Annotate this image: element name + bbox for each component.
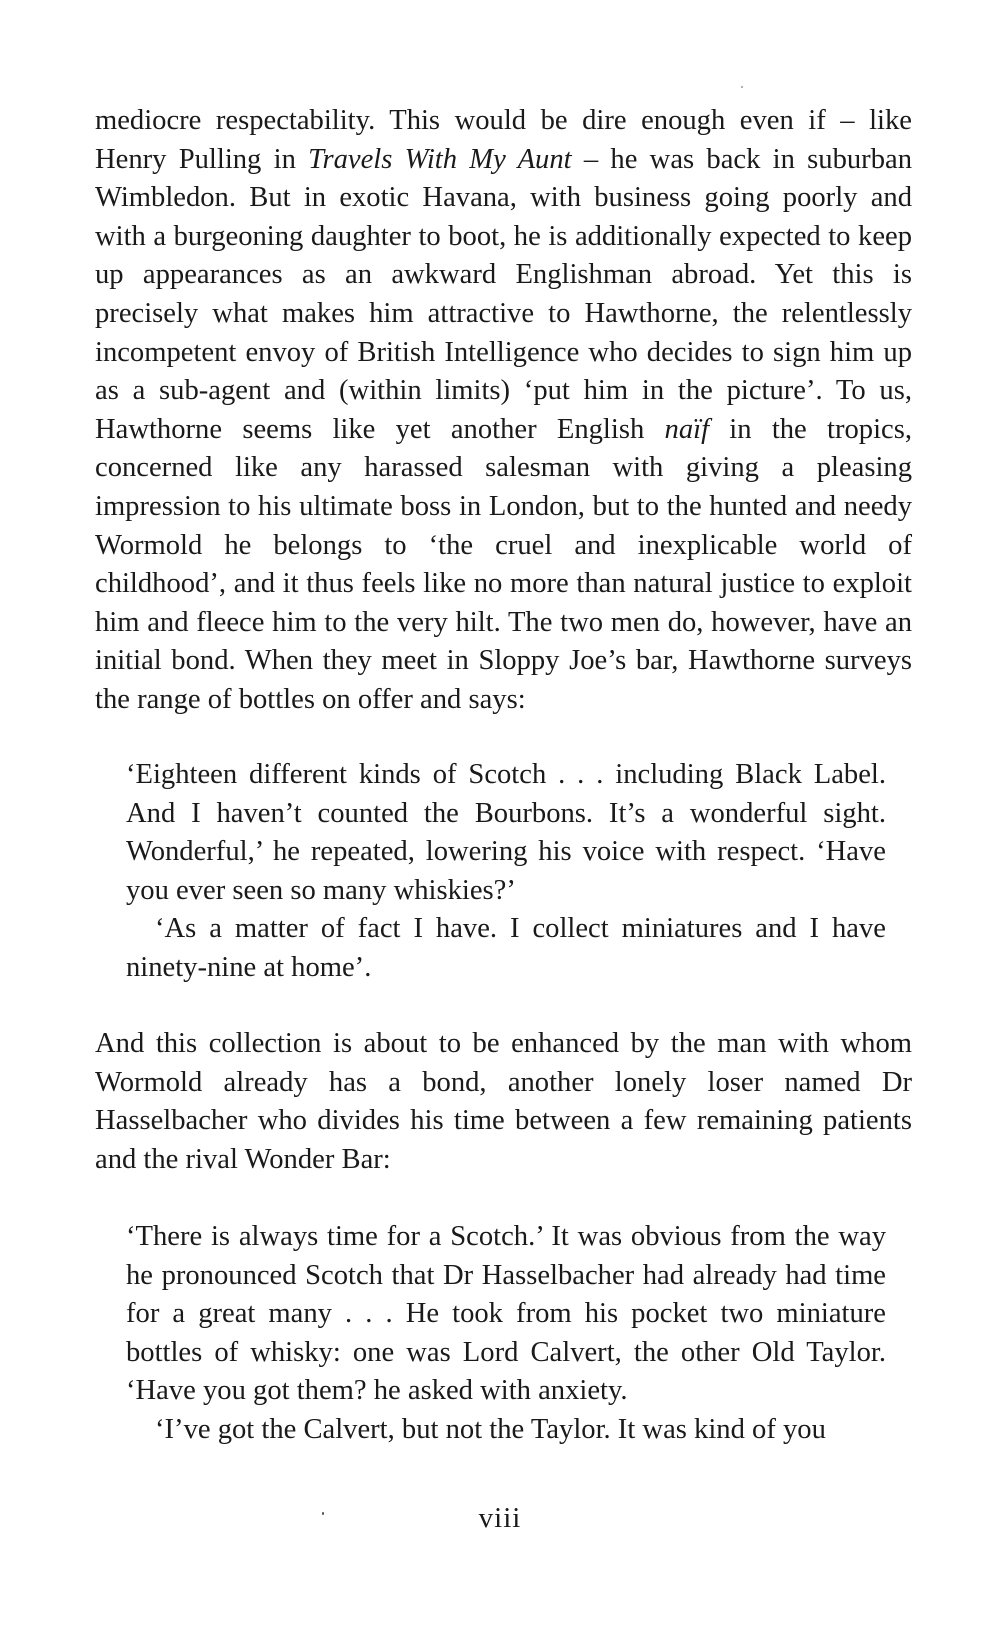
block-quote [126, 1218, 886, 1450]
paragraph-text: mediocre respectability. This would be dire enough even if – like Henry Pulling in [95, 105, 912, 175]
quote-paragraph: ‘As a matter of fact I have. I collect miniatures and I have ninety-nine at home’. [126, 913, 886, 983]
quote-paragraph: ‘I’ve got the Calvert, but not the Taylor. It was kind of you [155, 1413, 826, 1445]
page-number: viii [478, 1502, 522, 1534]
quote-paragraph: ‘There is always time for a Scotch.’ It was obvious from the way he pronounced Scotch that Dr Hasselbacher had already had time for a great many . . . He took from his pocket two miniature bottles of whisky: one was Lord Calvert, the other Old Taylor. ‘Have you got them? he asked with anxiety. [126, 1221, 886, 1407]
quote-paragraph: ‘Eighteen different kinds of Scotch . . . including Black Label. And I haven’t counted the Bourbons. It’s a wonderful sight. Wonderful,’ he repeated, lowering his voice with respect. ‘Have you ever seen so many whiskies?’ [126, 759, 886, 906]
block-quote [126, 756, 886, 988]
paragraph-text: in the tropics, concerned like any harassed salesman with giving a pleasing impression to his ultimate boss in London, but to the hunted and needy Wormold he belongs to ‘the cruel and inexplicable world of childhood’, and it thus feels like no more than natural justice to exploit him and fleece him to the very hilt. The two men do, however, have an initial bond. When they meet in Sloppy Joe’s bar, Hawthorne surveys the range of bottles on offer and says: [95, 413, 913, 715]
book-title-italic: Travels With My Aunt [308, 143, 572, 175]
italic-word: naïf [664, 413, 710, 445]
body-paragraph [95, 102, 912, 720]
paragraph-text: – he was back in suburban Wimbledon. But in exotic Havana, with business going poorly and with a burgeoning daughter to boot, he is additionally expected to keep up appearances as an awkward Englishman abroad. Yet this is precisely what makes him attractive to Hawthorne, the relentlessly incompetent envoy of British Intelligence who decides to sign him up as a sub-agent and (within limits) ‘put him in the picture’. To us, Hawthorne seems like yet another English [95, 143, 912, 445]
scan-speck [322, 1512, 324, 1515]
body-paragraph: And this collection is about to be enhanced by the man with whom Wormold already has a bond, another lonely loser named Dr Hasselbacher who divides his time between a few remaining patients and the rival Wonder Bar: [95, 1028, 912, 1175]
scan-speck [741, 86, 743, 88]
